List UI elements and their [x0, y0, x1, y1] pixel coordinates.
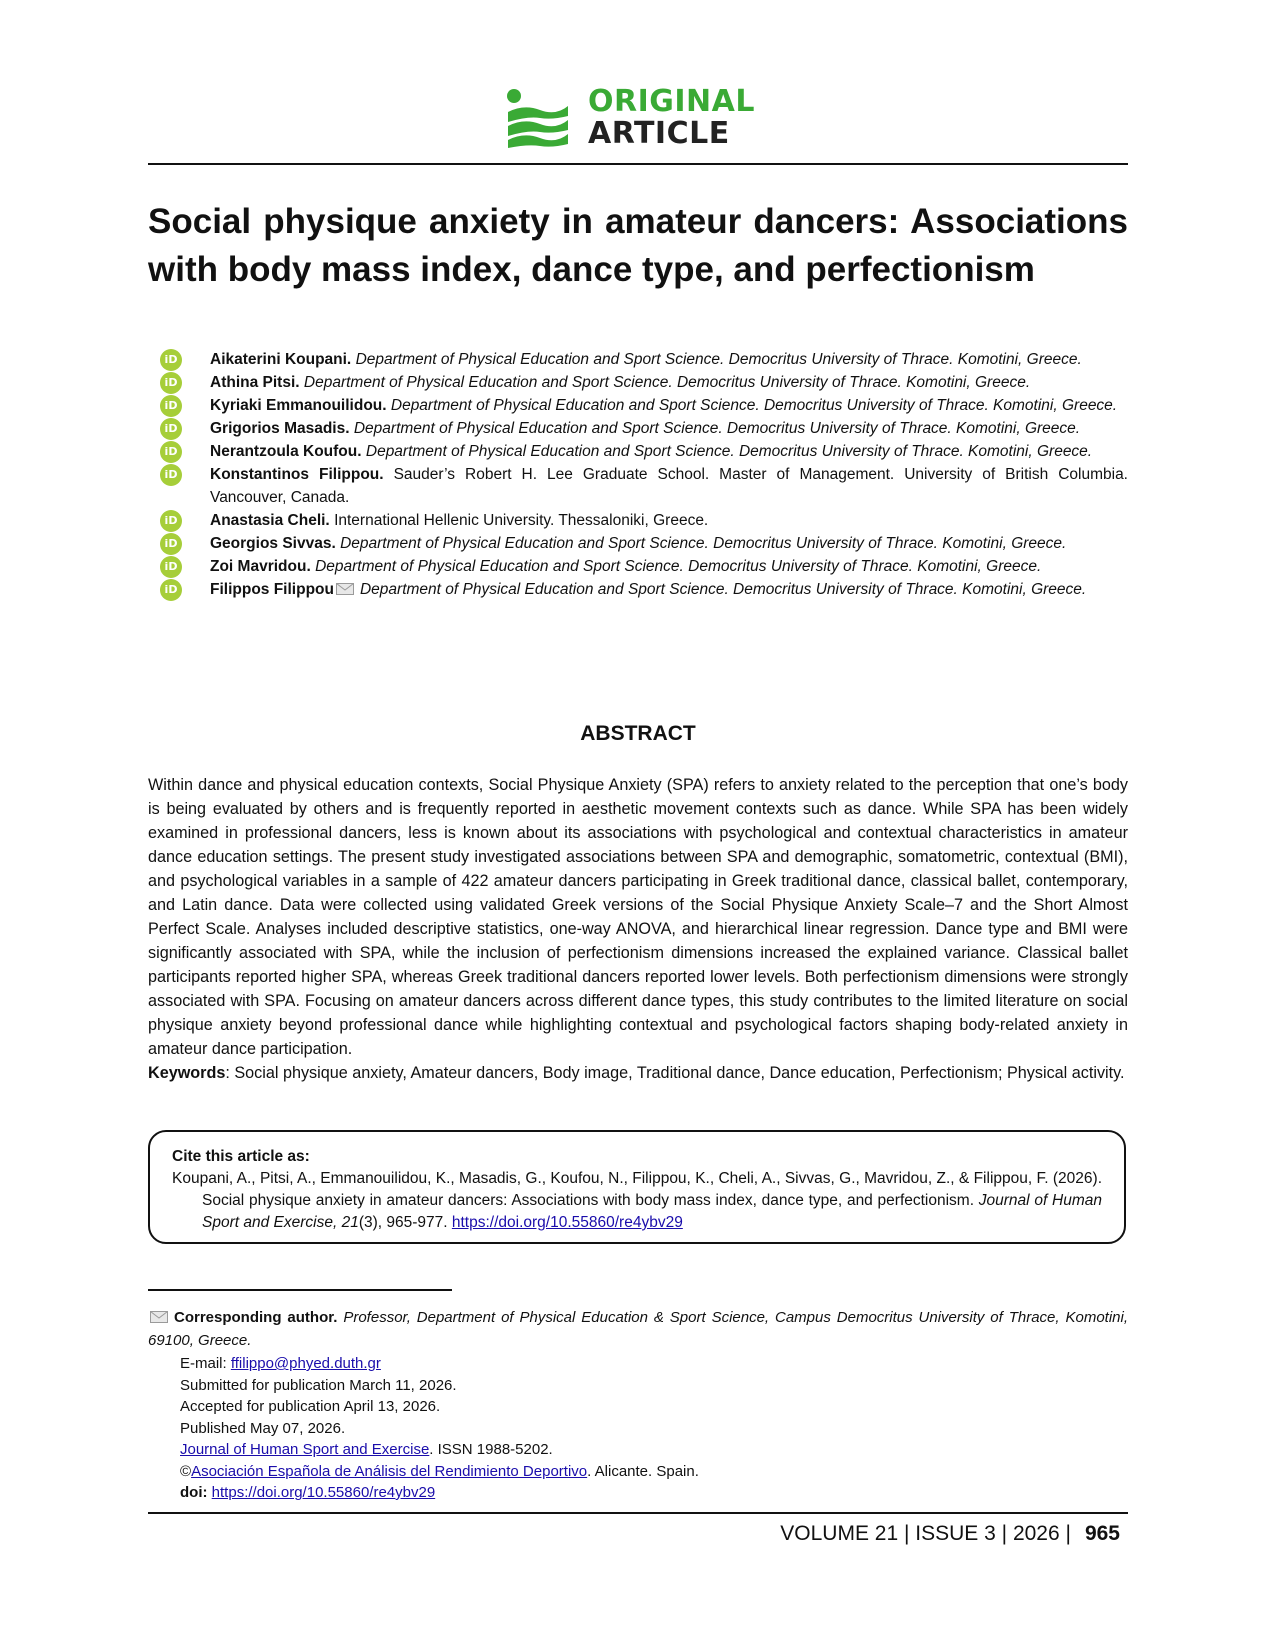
footer-divider	[148, 1512, 1128, 1514]
author-entry	[160, 417, 1128, 440]
author-name: Nerantzoula Koufou.	[210, 443, 362, 460]
orcid-icon[interactable]: iD	[160, 533, 182, 555]
email-line	[180, 1353, 1080, 1375]
author-entry	[160, 532, 1128, 555]
orcid-icon[interactable]: iD	[160, 372, 182, 394]
orcid-icon[interactable]: iD	[160, 395, 182, 417]
author-affiliation: Department of Physical Education and Sport Science. Democritus University of Thrace. Komotini, Greece.	[365, 443, 1093, 460]
logo-word-article: ARTICLE	[588, 116, 730, 151]
orcid-icon[interactable]: iD	[160, 510, 182, 532]
original-article-logo	[506, 86, 776, 152]
author-affiliation: Department of Physical Education and Sport Science. Democritus University of Thrace. Komotini, Greece.	[340, 535, 1067, 552]
publication-details	[180, 1353, 1080, 1504]
keywords-list: : Social physique anxiety, Amateur dancers, Body image, Traditional dance, Dance education, Perfectionism; Physical activity.	[225, 1064, 1125, 1082]
orcid-icon[interactable]: iD	[160, 441, 182, 463]
author-entry	[160, 440, 1128, 463]
publisher-link[interactable]: Asociación Española de Análisis del Rendimiento Deportivo	[191, 1462, 588, 1480]
citation-journal: Journal of Human Sport and Exercise, 21	[202, 1192, 1102, 1231]
envelope-icon	[336, 583, 354, 595]
author-name: Anastasia Cheli.	[210, 512, 330, 529]
author-name: Aikaterini Koupani.	[210, 351, 352, 368]
author-affiliation: Department of Physical Education and Sport Science. Democritus University of Thrace. Komotini, Greece.	[355, 351, 1082, 368]
author-entry	[160, 578, 1128, 601]
page-footer	[780, 1520, 1120, 1548]
abstract-heading: ABSTRACT	[580, 722, 696, 745]
citation-heading: Cite this article as:	[172, 1148, 310, 1165]
corresponding-author	[148, 1306, 1128, 1352]
author-name: Athina Pitsi.	[210, 374, 300, 391]
citation-authors: Koupani, A., Pitsi, A., Emmanouilidou, K., Masadis, G., Koufou, N., Filippou, K., Cheli, A., Sivvas, G., Mavridou, Z., & Filippou, F. (2026). Social physique anxiety in amateur dancers: Associations with body mass index, dance type, and perfectionism.	[172, 1170, 1102, 1209]
citation-text	[172, 1168, 1102, 1234]
logo-waves-icon	[506, 88, 570, 148]
author-entry	[160, 509, 1128, 532]
corresponding-author-label: Corresponding author.	[174, 1309, 338, 1326]
copyright-line	[180, 1461, 1080, 1483]
publisher-place: . Alicante. Spain.	[587, 1462, 699, 1480]
keywords	[148, 1061, 1128, 1085]
orcid-icon[interactable]: iD	[160, 418, 182, 440]
corresponding-author-affiliation: Professor, Department of Physical Education & Sport Science, Campus Democritus University of Thrace, Komotini, 69100, Greece.	[148, 1309, 1129, 1349]
doi-link[interactable]: https://doi.org/10.55860/re4ybv29	[211, 1484, 436, 1501]
author-name: Grigorios Masadis.	[210, 420, 350, 437]
author-name: Georgios Sivvas.	[210, 535, 336, 552]
footnote-divider	[148, 1289, 452, 1291]
email-link[interactable]: ffilippo@phyed.duth.gr	[230, 1355, 381, 1372]
author-affiliation: International Hellenic University. Thessaloniki, Greece.	[334, 512, 709, 529]
email-label: E-mail:	[180, 1355, 227, 1372]
author-entry	[160, 394, 1128, 417]
orcid-icon[interactable]: iD	[160, 579, 182, 601]
citation-box	[148, 1130, 1126, 1244]
author-list	[160, 348, 1128, 601]
author-affiliation: Department of Physical Education and Sport Science. Democritus University of Thrace. Komotini, Greece.	[353, 420, 1081, 437]
author-entry	[160, 555, 1128, 578]
submitted-date: Submitted for publication March 11, 2026.	[180, 1376, 457, 1394]
author-affiliation: Department of Physical Education and Sport Science. Democritus University of Thrace. Komotini, Greece.	[390, 397, 1118, 414]
orcid-icon[interactable]: iD	[160, 464, 182, 486]
journal-line	[180, 1439, 1080, 1461]
doi-label: doi:	[180, 1484, 208, 1501]
accepted-date: Accepted for publication April 13, 2026.	[180, 1398, 441, 1415]
keywords-label: Keywords	[148, 1064, 226, 1082]
author-name: Filippos Filippou	[210, 581, 334, 598]
orcid-icon[interactable]: iD	[160, 556, 182, 578]
copyright-symbol: ©	[180, 1462, 192, 1480]
published-date: Published May 07, 2026.	[180, 1419, 346, 1437]
author-affiliation: Sauder’s Robert H. Lee Graduate School. Master of Management. University of British Columbia. Vancouver, Canada.	[210, 466, 1128, 506]
author-entry	[160, 463, 1128, 509]
citation-doi-link[interactable]: https://doi.org/10.55860/re4ybv29	[451, 1214, 683, 1231]
author-name: Konstantinos Filippou.	[210, 466, 384, 483]
doi-line	[180, 1482, 1080, 1504]
author-affiliation: Department of Physical Education and Sport Science. Democritus University of Thrace. Komotini, Greece.	[359, 581, 1087, 598]
issn: . ISSN 1988-5202.	[429, 1441, 553, 1458]
article-title: Social physique anxiety in amateur dancers: Associations with body mass index, dance type, and perfectionism	[148, 202, 1128, 289]
author-name: Zoi Mavridou.	[210, 558, 311, 575]
volume-info: VOLUME 21 | ISSUE 3 | 2026 |	[780, 1522, 1071, 1545]
author-entry	[160, 348, 1128, 371]
header-divider	[148, 163, 1128, 165]
author-affiliation: Department of Physical Education and Sport Science. Democritus University of Thrace. Komotini, Greece.	[303, 374, 1031, 391]
page-number: 965	[1084, 1522, 1120, 1545]
author-entry	[160, 371, 1128, 394]
citation-issue: (3), 965-977.	[358, 1214, 448, 1231]
envelope-icon	[150, 1311, 168, 1323]
author-name: Kyriaki Emmanouilidou.	[210, 397, 387, 414]
logo-word-original: ORIGINAL	[588, 84, 755, 119]
abstract-text: Within dance and physical education contexts, Social Physique Anxiety (SPA) refers to anxiety related to the perception that one’s body is being evaluated by others and is frequently reported in aesthetic movement contexts such as dance. While SPA has been widely examined in professional dancers, less is known about its associations with psychological and contextual characteristics in amateur dance education settings. The present study investigated associations between SPA and demographic, somatometric, contextual (BMI), and psychological variables in a sample of 422 amateur dancers participating in Greek traditional dance, classical ballet, contemporary, and Latin dance. Data were collected using validated Greek versions of the Social Physique Anxiety Scale–7 and the Short Almost Perfect Scale. Analyses included descriptive statistics, one-way ANOVA, and hierarchical linear regression. Dance type and BMI were significantly associated with SPA, while the inclusion of perfectionism dimensions increased the explained variance. Classical ballet participants reported higher SPA, whereas Greek traditional dancers reported lower levels. Both perfectionism dimensions were strongly associated with SPA. Focusing on amateur dancers across different dance types, this study contributes to the limited literature on social physique anxiety beyond professional dance while highlighting contextual and psychological factors shaping body-related anxiety in amateur dance participation.	[148, 776, 1128, 1058]
orcid-icon[interactable]: iD	[160, 349, 182, 371]
journal-link[interactable]: Journal of Human Sport and Exercise	[180, 1441, 430, 1458]
author-affiliation: Department of Physical Education and Sport Science. Democritus University of Thrace. Komotini, Greece.	[315, 558, 1042, 575]
